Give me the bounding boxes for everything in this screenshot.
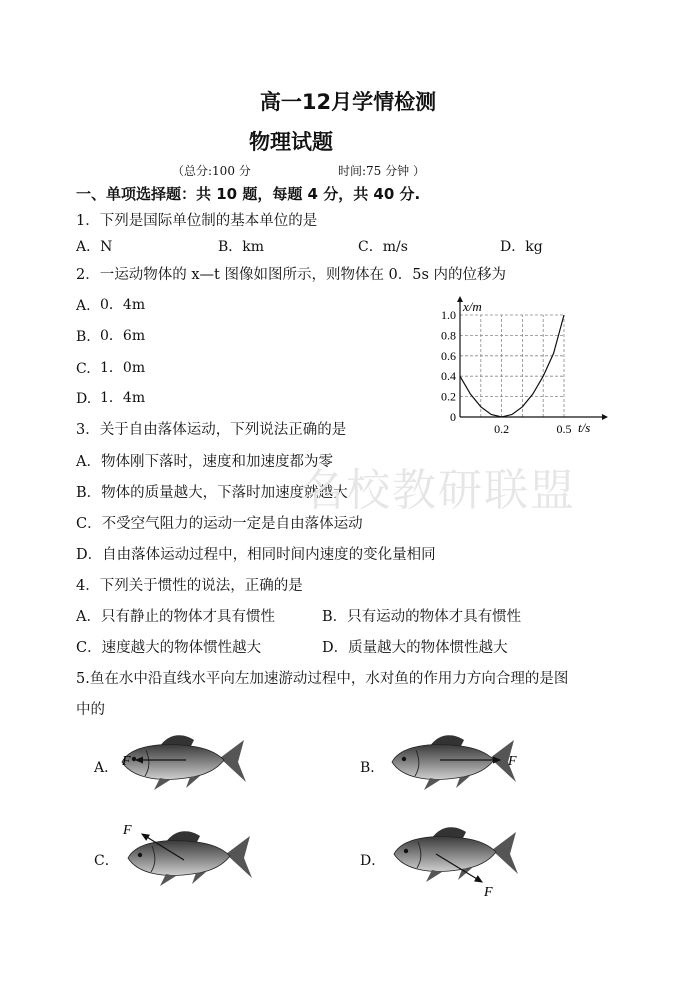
- q3-option-b: B．物体的质量越大，下落时加速度就越大: [76, 485, 348, 501]
- y-tick-label: 0.2: [441, 389, 456, 404]
- question-2-stem: 2．一运动物体的 x—t 图像如图所示，则物体在 0．5s 内的位移为: [76, 267, 507, 283]
- force-label-c: F: [123, 823, 132, 838]
- page-subtitle: 物理试题: [249, 130, 333, 154]
- q2-option-d-value: 1．4m: [100, 390, 146, 406]
- fish-c: [128, 831, 252, 886]
- page-title: 高一12月学情检测: [259, 90, 437, 114]
- q1-option-a: A．N: [76, 239, 113, 255]
- x-axis-label: t/s: [578, 420, 591, 435]
- q2-option-d-letter: D.: [76, 391, 92, 407]
- y-tick-label: 1.0: [441, 308, 456, 322]
- question-5-stem-line2: 中的: [76, 702, 105, 718]
- question-4-stem: 4．下列关于惯性的说法，正确的是: [76, 578, 303, 594]
- fish-b: [392, 735, 516, 790]
- q2-option-a-value: 0．4m: [100, 297, 146, 313]
- q2-option-c-letter: C.: [76, 361, 91, 377]
- q5-option-c: C．: [94, 853, 119, 869]
- fish-d: [394, 827, 518, 882]
- y-tick-label: 0.8: [441, 328, 456, 343]
- q2-option-b-letter: B.: [76, 329, 91, 345]
- q3-option-c: C．不受空气阻力的运动一定是自由落体运动: [76, 516, 363, 532]
- q2-option-b-value: 0．6m: [100, 328, 146, 344]
- y-tick-label: 0.4: [441, 369, 456, 384]
- force-label-b: F: [508, 754, 517, 769]
- q2-option-c-value: 1．0m: [100, 360, 146, 376]
- question-1-stem: 1．下列是国际单位制的基本单位的是: [76, 213, 318, 229]
- question-3-stem: 3．关于自由落体运动，下列说法正确的是: [76, 422, 347, 438]
- q1-option-c: C．m/s: [358, 239, 408, 255]
- fish-option-c-image: [118, 818, 253, 890]
- y-tick-label: 0.6: [441, 348, 456, 363]
- fish-option-a-image: [118, 732, 248, 794]
- q1-option-b: B．km: [218, 239, 265, 255]
- q5-option-a: A．: [94, 760, 119, 776]
- q4-option-b: B．只有运动的物体才具有惯性: [322, 609, 522, 625]
- q4-option-c: C．速度越大的物体惯性越大: [76, 640, 262, 656]
- force-label-d: F: [484, 885, 493, 900]
- q4-option-d: D．质量越大的物体惯性越大: [322, 640, 508, 656]
- x-tick-label: 0.5: [556, 422, 572, 436]
- exam-time: 时间:75 分钟 ）: [338, 164, 425, 178]
- section-heading: 一、单项选择题：共 10 题，每题 4 分，共 40 分.: [76, 185, 421, 203]
- q4-option-a: A．只有静止的物体才具有惯性: [76, 609, 275, 625]
- force-label-a: F: [122, 754, 131, 769]
- fish-option-d-image: [388, 820, 523, 900]
- y-axis-label: x/m: [463, 299, 482, 314]
- question-5-stem-line1: 5.鱼在水中沿直线水平向左加速游动过程中，水对鱼的作用力方向合理的是图: [76, 671, 569, 687]
- series-curve: [460, 315, 564, 417]
- y-tick-label: 0: [450, 410, 456, 424]
- xt-graph: [420, 290, 620, 440]
- x-tick-label: 0.2: [494, 422, 510, 436]
- x-axis-arrow: [602, 414, 608, 420]
- fish-option-b-image: [388, 732, 528, 794]
- q3-option-d: D．自由落体运动过程中，相同时间内速度的变化量相同: [76, 547, 436, 563]
- watermark: 名校教研联盟: [300, 465, 576, 516]
- total-score: （总分:100 分: [172, 164, 251, 178]
- q5-option-d: D．: [360, 853, 386, 869]
- q2-option-a-letter: A.: [76, 298, 91, 314]
- q1-option-d: D．kg: [500, 239, 543, 255]
- fish-a: [122, 735, 246, 790]
- q5-option-b: B．: [360, 760, 385, 776]
- q3-option-a: A．物体刚下落时，速度和加速度都为零: [76, 454, 333, 470]
